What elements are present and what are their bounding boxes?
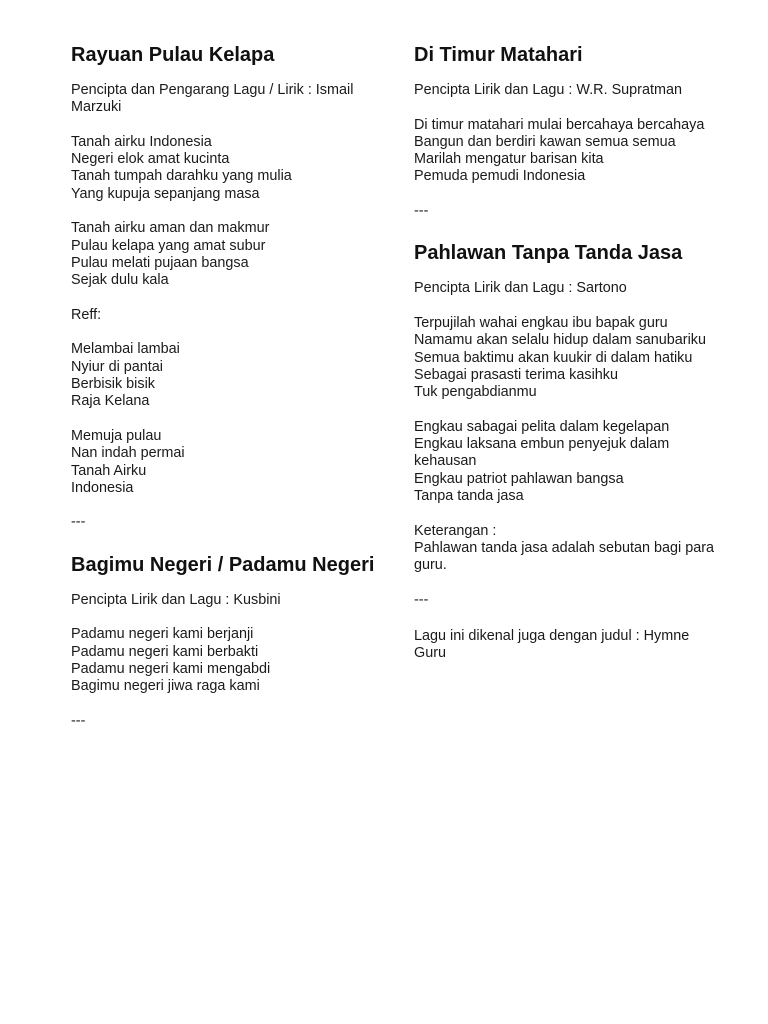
section-divider: --- <box>71 712 86 729</box>
lyric-line: Bangun dan berdiri kawan semua semua <box>414 133 676 150</box>
lyric-line: Nan indah permai <box>71 445 185 462</box>
note-line: Keterangan : <box>414 522 497 539</box>
stanza <box>71 134 391 203</box>
lyric-line: Memuja pulau <box>71 427 162 444</box>
song-bagimu-negeri <box>71 551 391 730</box>
refrain-label <box>71 307 391 324</box>
stanza <box>71 341 391 410</box>
stanza <box>71 220 391 289</box>
lyric-line: Reff: <box>71 306 102 323</box>
song-di-timur-matahari <box>414 41 744 220</box>
note-line: Pahlawan tanda jasa adalah sebutan bagi para <box>414 539 715 556</box>
lyric-line: Negeri elok amat kucinta <box>71 151 230 168</box>
lyric-line: Tanah airku Indonesia <box>71 133 212 150</box>
lyric-line: Nyiur di pantai <box>71 358 163 375</box>
lyric-line: Semua baktimu akan kuukir di dalam hatiku <box>414 349 693 366</box>
lyric-line: kehausan <box>414 453 477 470</box>
song-rayuan-pulau-kelapa <box>71 41 391 532</box>
lyric-line: Tanah airku aman dan makmur <box>71 220 270 237</box>
credit-line: Marzuki <box>71 99 122 116</box>
right-column <box>414 41 744 680</box>
lyric-line: Di timur matahari mulai bercahaya bercahaya <box>414 116 705 133</box>
lyric-line: Engkau sabagai pelita dalam kegelapan <box>414 418 670 435</box>
lyric-line: Engkau patriot pahlawan bangsa <box>414 470 624 487</box>
song-title: Di Timur Matahari <box>414 44 583 66</box>
section-divider: --- <box>71 514 86 531</box>
stanza <box>71 428 391 497</box>
song-credit <box>414 280 744 297</box>
section-divider: --- <box>414 591 429 608</box>
lyric-line: Pemuda pemudi Indonesia <box>414 168 586 185</box>
song-title: Pahlawan Tanpa Tanda Jasa <box>414 242 683 265</box>
credit-line: Pencipta Lirik dan Lagu : W.R. Supratman <box>414 82 682 98</box>
lyric-line: Indonesia <box>71 479 134 496</box>
lyric-line: Melambai lambai <box>71 341 180 358</box>
lyric-line: Marilah mengatur barisan kita <box>414 151 604 168</box>
lyric-line: Pulau kelapa yang amat subur <box>71 237 266 254</box>
lyric-line: Sebagai prasasti terima kasihku <box>414 366 618 383</box>
lyric-line: Yang kupuja sepanjang masa <box>71 185 260 202</box>
lyric-line: Padamu negeri kami berjanji <box>71 626 254 643</box>
stanza <box>414 117 744 186</box>
song-note-keterangan <box>414 523 744 575</box>
lyric-line: Padamu negeri kami berbakti <box>71 643 259 660</box>
song-credit <box>71 82 391 117</box>
credit-line: Pencipta Lirik dan Lagu : Sartono <box>414 280 627 297</box>
song-credit <box>71 592 391 609</box>
lyric-line: Tuk pengabdianmu <box>414 384 537 401</box>
stanza <box>414 315 744 401</box>
song-credit <box>414 82 744 99</box>
lyric-line: Tanah Airku <box>71 462 147 479</box>
credit-line: Pencipta dan Pengarang Lagu / Lirik : Ismail <box>71 82 354 98</box>
left-column <box>71 41 391 749</box>
lyric-line: Berbisik bisik <box>71 376 155 393</box>
song-title: Bagimu Negeri / Padamu Negeri <box>71 553 375 576</box>
note-line: Guru <box>414 645 446 662</box>
credit-line: Pencipta Lirik dan Lagu : Kusbini <box>71 591 281 608</box>
lyric-line: Padamu negeri kami mengabdi <box>71 660 271 677</box>
lyric-line: Bagimu negeri jiwa raga kami <box>71 678 260 695</box>
lyric-line: Engkau laksana embun penyejuk dalam <box>414 436 670 453</box>
song-title: Rayuan Pulau Kelapa <box>71 44 275 66</box>
lyric-line: Namamu akan selalu hidup dalam sanubariku <box>414 332 706 349</box>
note-line: Lagu ini dikenal juga dengan judul : Hymne <box>414 628 690 645</box>
stanza <box>414 419 744 505</box>
lyric-line: Terpujilah wahai engkau ibu bapak guru <box>414 314 668 331</box>
section-divider: --- <box>414 203 429 220</box>
alternate-title-note <box>414 628 744 663</box>
lyric-line: Tanah tumpah darahku yang mulia <box>71 168 292 185</box>
lyric-line: Sejak dulu kala <box>71 272 169 289</box>
song-pahlawan-tanpa-tanda-jasa <box>414 239 744 662</box>
lyric-line: Raja Kelana <box>71 393 150 410</box>
lyric-line: Pulau melati pujaan bangsa <box>71 254 249 271</box>
lyric-line: Tanpa tanda jasa <box>414 487 524 504</box>
note-line: guru. <box>414 557 447 574</box>
stanza <box>71 626 391 695</box>
